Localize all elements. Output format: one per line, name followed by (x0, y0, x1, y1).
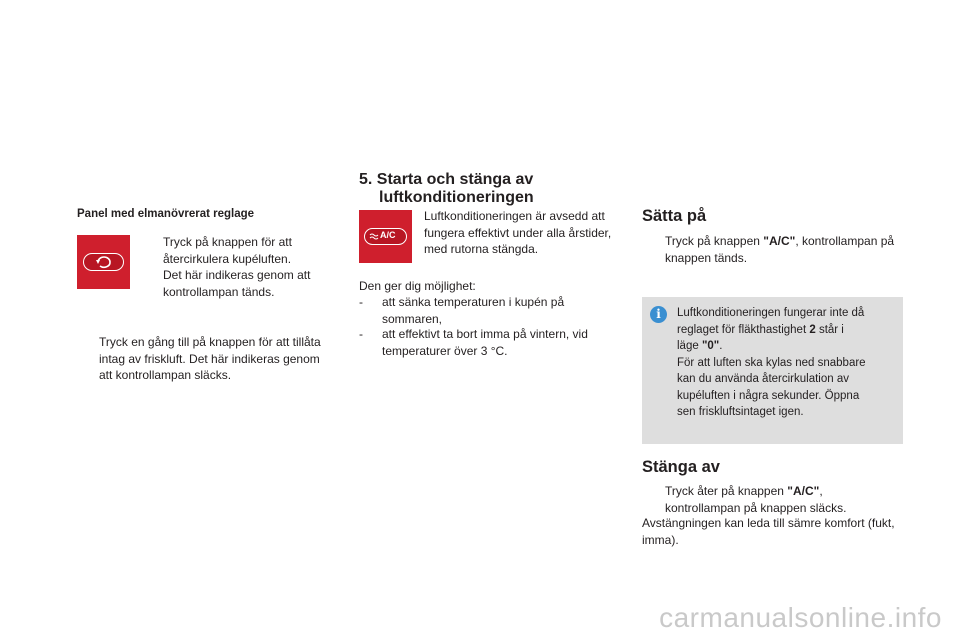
switch-off-title: Stänga av (642, 458, 720, 476)
ac-button-image (359, 210, 412, 263)
text-line: intag av friskluft. Det här indikeras genom (99, 351, 320, 366)
info-icon: i (650, 306, 667, 323)
switch-on-title: Sätta på (642, 207, 707, 225)
panel-title: Panel med elmanövrerat reglage (77, 208, 255, 220)
text-line: Det här indikeras genom att (163, 268, 311, 282)
ac-intro: Luftkonditioneringen är avsedd att fungera effektivt under alla årstider, med rutorna stängda. (424, 209, 612, 256)
recirculation-button-image (77, 235, 130, 289)
text-line: återcirkulera kupéluften. (163, 251, 292, 266)
text-line: kontrollampan tänds. (163, 284, 275, 299)
section-title: 5. Starta och stänga av luftkonditioneringen (359, 171, 534, 206)
fan-wave-icon (369, 232, 379, 242)
switch-on-bullet: Tryck på knappen "A/C", kontrollampan på knappen tänds. (665, 234, 895, 265)
list-item: - att effektivt ta bort imma på vintern, vid temperaturer över 3 °C. (359, 327, 588, 358)
switch-off-bullet: Tryck åter på knappen "A/C", kontrollampan på knappen släcks. (665, 484, 847, 515)
ac-button-label: A/C (380, 230, 396, 240)
text-line: Tryck på knappen för att (163, 235, 292, 249)
recirculation-icon (94, 253, 114, 271)
recirculation-bullet (141, 234, 341, 304)
text-line: att kontrollampan släcks. (99, 368, 232, 382)
text-line: Tryck en gång till på knappen för att tillåta (99, 335, 321, 349)
info-text: Luftkonditioneringen fungerar inte då reglaget för fläkthastighet 2 står i läge "0". För att luften ska kylas ned snabbare kan du använda återcirkulation av kupéluften i några sekunder. Öppna sen friskluftsintaget igen. (677, 307, 866, 418)
switch-off-note: Avstängningen kan leda till sämre komfort (fukt, imma). (642, 516, 895, 547)
possibility-text: Den ger dig möjlighet: (359, 279, 476, 293)
fresh-air-bullet (77, 334, 337, 386)
watermark: carmanualsonline.info (659, 602, 942, 633)
list-item: - att sänka temperaturen i kupén på sommaren, (359, 295, 565, 326)
